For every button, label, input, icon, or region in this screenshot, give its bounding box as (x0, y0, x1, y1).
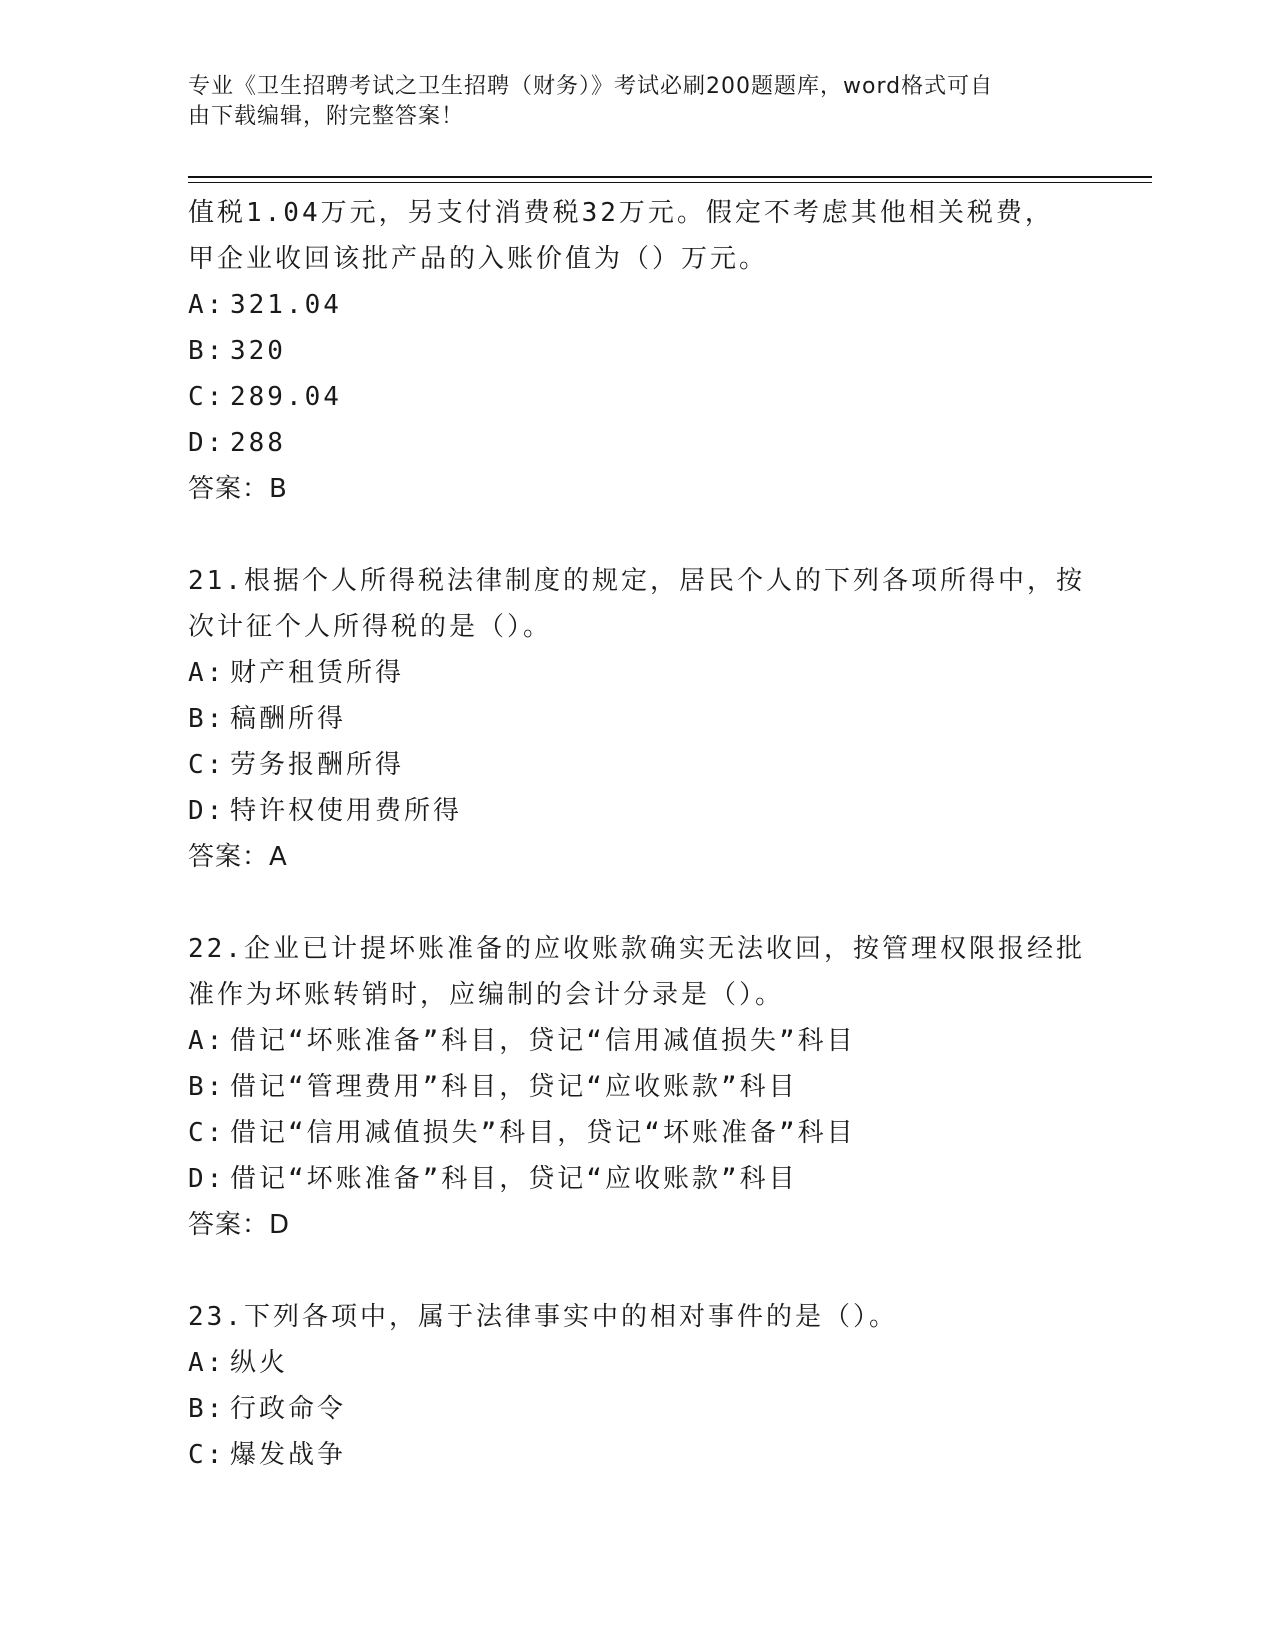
option-text: 劳务报酬所得 (230, 750, 405, 780)
option-key: C: (188, 382, 226, 412)
answer-line: 答案：B (188, 474, 288, 504)
option-key: C: (188, 1118, 226, 1148)
option-d (188, 420, 1088, 466)
question-22 (188, 926, 1088, 1248)
spacer (188, 1248, 1088, 1294)
option-c (188, 742, 1088, 788)
option-b (188, 1386, 1088, 1432)
option-key: B: (188, 704, 226, 734)
option-key: A: (188, 290, 226, 320)
option-text: 借记“坏账准备”科目，贷记“应收账款”科目 (230, 1164, 798, 1194)
option-a (188, 1340, 1088, 1386)
option-key: C: (188, 750, 226, 780)
header-line-1: 专业《卫生招聘考试之卫生招聘（财务）》考试必刷200题题库，word格式可自 (188, 74, 994, 99)
option-key: D: (188, 1164, 226, 1194)
question-stem: 21.根据个人所得税法律制度的规定，居民个人的下列各项所得中，按 (188, 566, 1085, 596)
option-text: 289.04 (230, 382, 342, 412)
question-23 (188, 1294, 1088, 1478)
answer-line: 答案：A (188, 842, 288, 872)
question-stem: 22.企业已计提坏账准备的应收账款确实无法收回，按管理权限报经批 (188, 934, 1085, 964)
header-rule-thick (188, 176, 1152, 178)
option-key: A: (188, 658, 226, 688)
spacer (188, 880, 1088, 926)
option-text: 行政命令 (230, 1394, 347, 1424)
option-key: D: (188, 428, 226, 458)
option-text: 320 (230, 336, 286, 366)
option-b (188, 696, 1088, 742)
option-key: D: (188, 796, 226, 826)
option-key: B: (188, 336, 226, 366)
header-rule-thin (188, 182, 1152, 183)
option-key: A: (188, 1026, 226, 1056)
option-c (188, 1432, 1088, 1478)
option-key: B: (188, 1394, 226, 1424)
option-text: 稿酬所得 (230, 704, 347, 734)
option-key: C: (188, 1440, 226, 1470)
option-b (188, 1064, 1088, 1110)
spacer (188, 512, 1088, 558)
option-a (188, 1018, 1088, 1064)
document-header (188, 72, 1068, 132)
option-text: 爆发战争 (230, 1440, 347, 1470)
option-text: 288 (230, 428, 286, 458)
option-text: 321.04 (230, 290, 342, 320)
option-a (188, 282, 1088, 328)
option-text: 借记“坏账准备”科目，贷记“信用减值损失”科目 (230, 1026, 856, 1056)
header-line-2: 由下载编辑，附完整答案！ (188, 104, 465, 129)
question-stem: 23.下列各项中，属于法律事实中的相对事件的是（）。 (188, 1302, 898, 1332)
option-text: 特许权使用费所得 (230, 796, 463, 826)
option-text: 财产租赁所得 (230, 658, 405, 688)
question-stem: 甲企业收回该批产品的入账价值为（）万元。 (188, 244, 769, 274)
option-key: B: (188, 1072, 226, 1102)
option-text: 借记“信用减值损失”科目，贷记“坏账准备”科目 (230, 1118, 856, 1148)
option-a (188, 650, 1088, 696)
option-text: 借记“管理费用”科目，贷记“应收账款”科目 (230, 1072, 798, 1102)
option-text: 纵火 (230, 1348, 289, 1378)
question-stem: 次计征个人所得税的是（）。 (188, 612, 553, 642)
question-20 (188, 190, 1088, 512)
option-key: A: (188, 1348, 226, 1378)
question-list (188, 190, 1088, 1478)
option-d (188, 788, 1088, 834)
option-c (188, 374, 1088, 420)
answer-line: 答案：D (188, 1210, 291, 1240)
question-stem: 准作为坏账转销时，应编制的会计分录是（）。 (188, 980, 785, 1010)
option-c (188, 1110, 1088, 1156)
question-stem: 值税1.04万元，另支付消费税32万元。假定不考虑其他相关税费， (188, 198, 1054, 228)
question-21 (188, 558, 1088, 880)
option-d (188, 1156, 1088, 1202)
option-b (188, 328, 1088, 374)
